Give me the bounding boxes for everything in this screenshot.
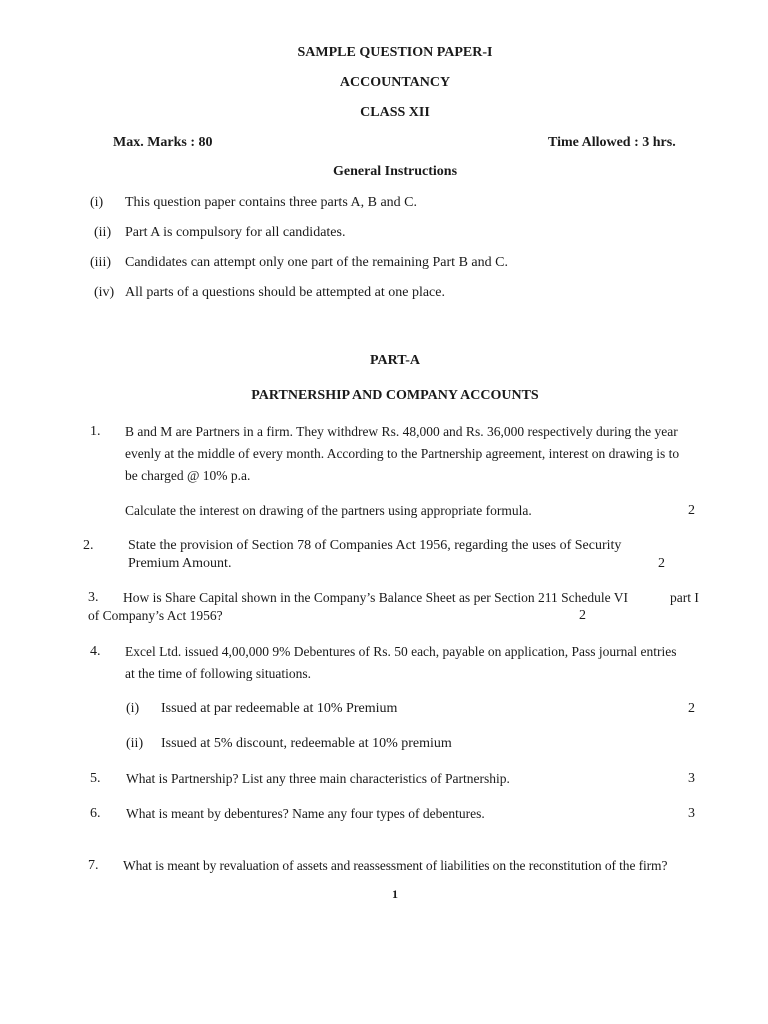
subquestion-text: Issued at 5% discount, redeemable at 10% premium (161, 736, 452, 751)
instructions-heading: General Instructions (332, 164, 458, 179)
question-text: What is Partnership? List any three main characteristics of Partnership. (126, 771, 510, 786)
instruction-text: All parts of a questions should be attempted at one place. (125, 285, 445, 300)
question-text: Excel Ltd. issued 4,00,000 9% Debentures of Rs. 50 each, payable on application, Pass journal entries (125, 644, 677, 659)
subquestion-text: Issued at par redeemable at 10% Premium (161, 701, 398, 716)
question-text: Premium Amount. (128, 556, 232, 571)
question-number: 6. (90, 806, 101, 821)
question-marks: 2 (579, 608, 586, 623)
subject-title: ACCOUNTANCY (339, 75, 451, 90)
time-allowed: Time Allowed : 3 hrs. (548, 135, 676, 150)
question-text: evenly at the middle of every month. According to the Partnership agreement, interest on drawing is to (125, 446, 680, 461)
question-marks: 2 (688, 503, 695, 518)
paper-title: SAMPLE QUESTION PAPER-I (297, 45, 493, 60)
subquestion-number: (i) (126, 701, 140, 716)
question-number: 3. (88, 590, 99, 605)
question-text: What is meant by debentures? Name any four types of debentures. (126, 806, 485, 821)
question-marks: 2 (658, 556, 665, 571)
question-number: 4. (90, 644, 101, 659)
question-number: 7. (88, 858, 99, 873)
question-marks: 2 (688, 701, 695, 716)
class-title: CLASS XII (360, 105, 430, 120)
instruction-number: (iii) (90, 255, 111, 270)
question-text: be charged @ 10% p.a. (125, 468, 251, 483)
instruction-text: This question paper contains three parts A, B and C. (125, 195, 417, 210)
question-text: B and M are Partners in a firm. They withdrew Rs. 48,000 and Rs. 36,000 respectively during the year (125, 424, 678, 439)
question-number: 1. (90, 424, 101, 439)
question-text: How is Share Capital shown in the Company’s Balance Sheet as per Section 211 Schedule VI (123, 590, 629, 605)
question-text: at the time of following situations. (125, 666, 311, 681)
question-marks: 3 (688, 806, 695, 821)
instruction-text: Part A is compulsory for all candidates. (125, 225, 346, 240)
part-title: PARTNERSHIP AND COMPANY ACCOUNTS (251, 388, 539, 403)
instruction-number: (ii) (94, 225, 112, 240)
question-marks: 3 (688, 771, 695, 786)
max-marks: Max. Marks : 80 (113, 135, 213, 150)
instruction-number: (i) (90, 195, 104, 210)
question-text: Calculate the interest on drawing of the partners using appropriate formula. (125, 503, 532, 518)
question-text: What is meant by revaluation of assets and reassessment of liabilities on the reconstitution of the firm? (123, 858, 668, 873)
question-text: of Company’s Act 1956? (88, 608, 223, 623)
subquestion-number: (ii) (126, 736, 144, 751)
instruction-text: Candidates can attempt only one part of the remaining Part B and C. (125, 255, 508, 270)
question-text-tail: part I (670, 590, 699, 605)
question-text: State the provision of Section 78 of Companies Act 1956, regarding the uses of Security (128, 538, 622, 553)
question-number: 5. (90, 771, 101, 786)
page-number: 1 (392, 887, 398, 901)
question-number: 2. (83, 538, 94, 553)
part-label: PART-A (369, 353, 421, 368)
instruction-number: (iv) (94, 285, 115, 300)
